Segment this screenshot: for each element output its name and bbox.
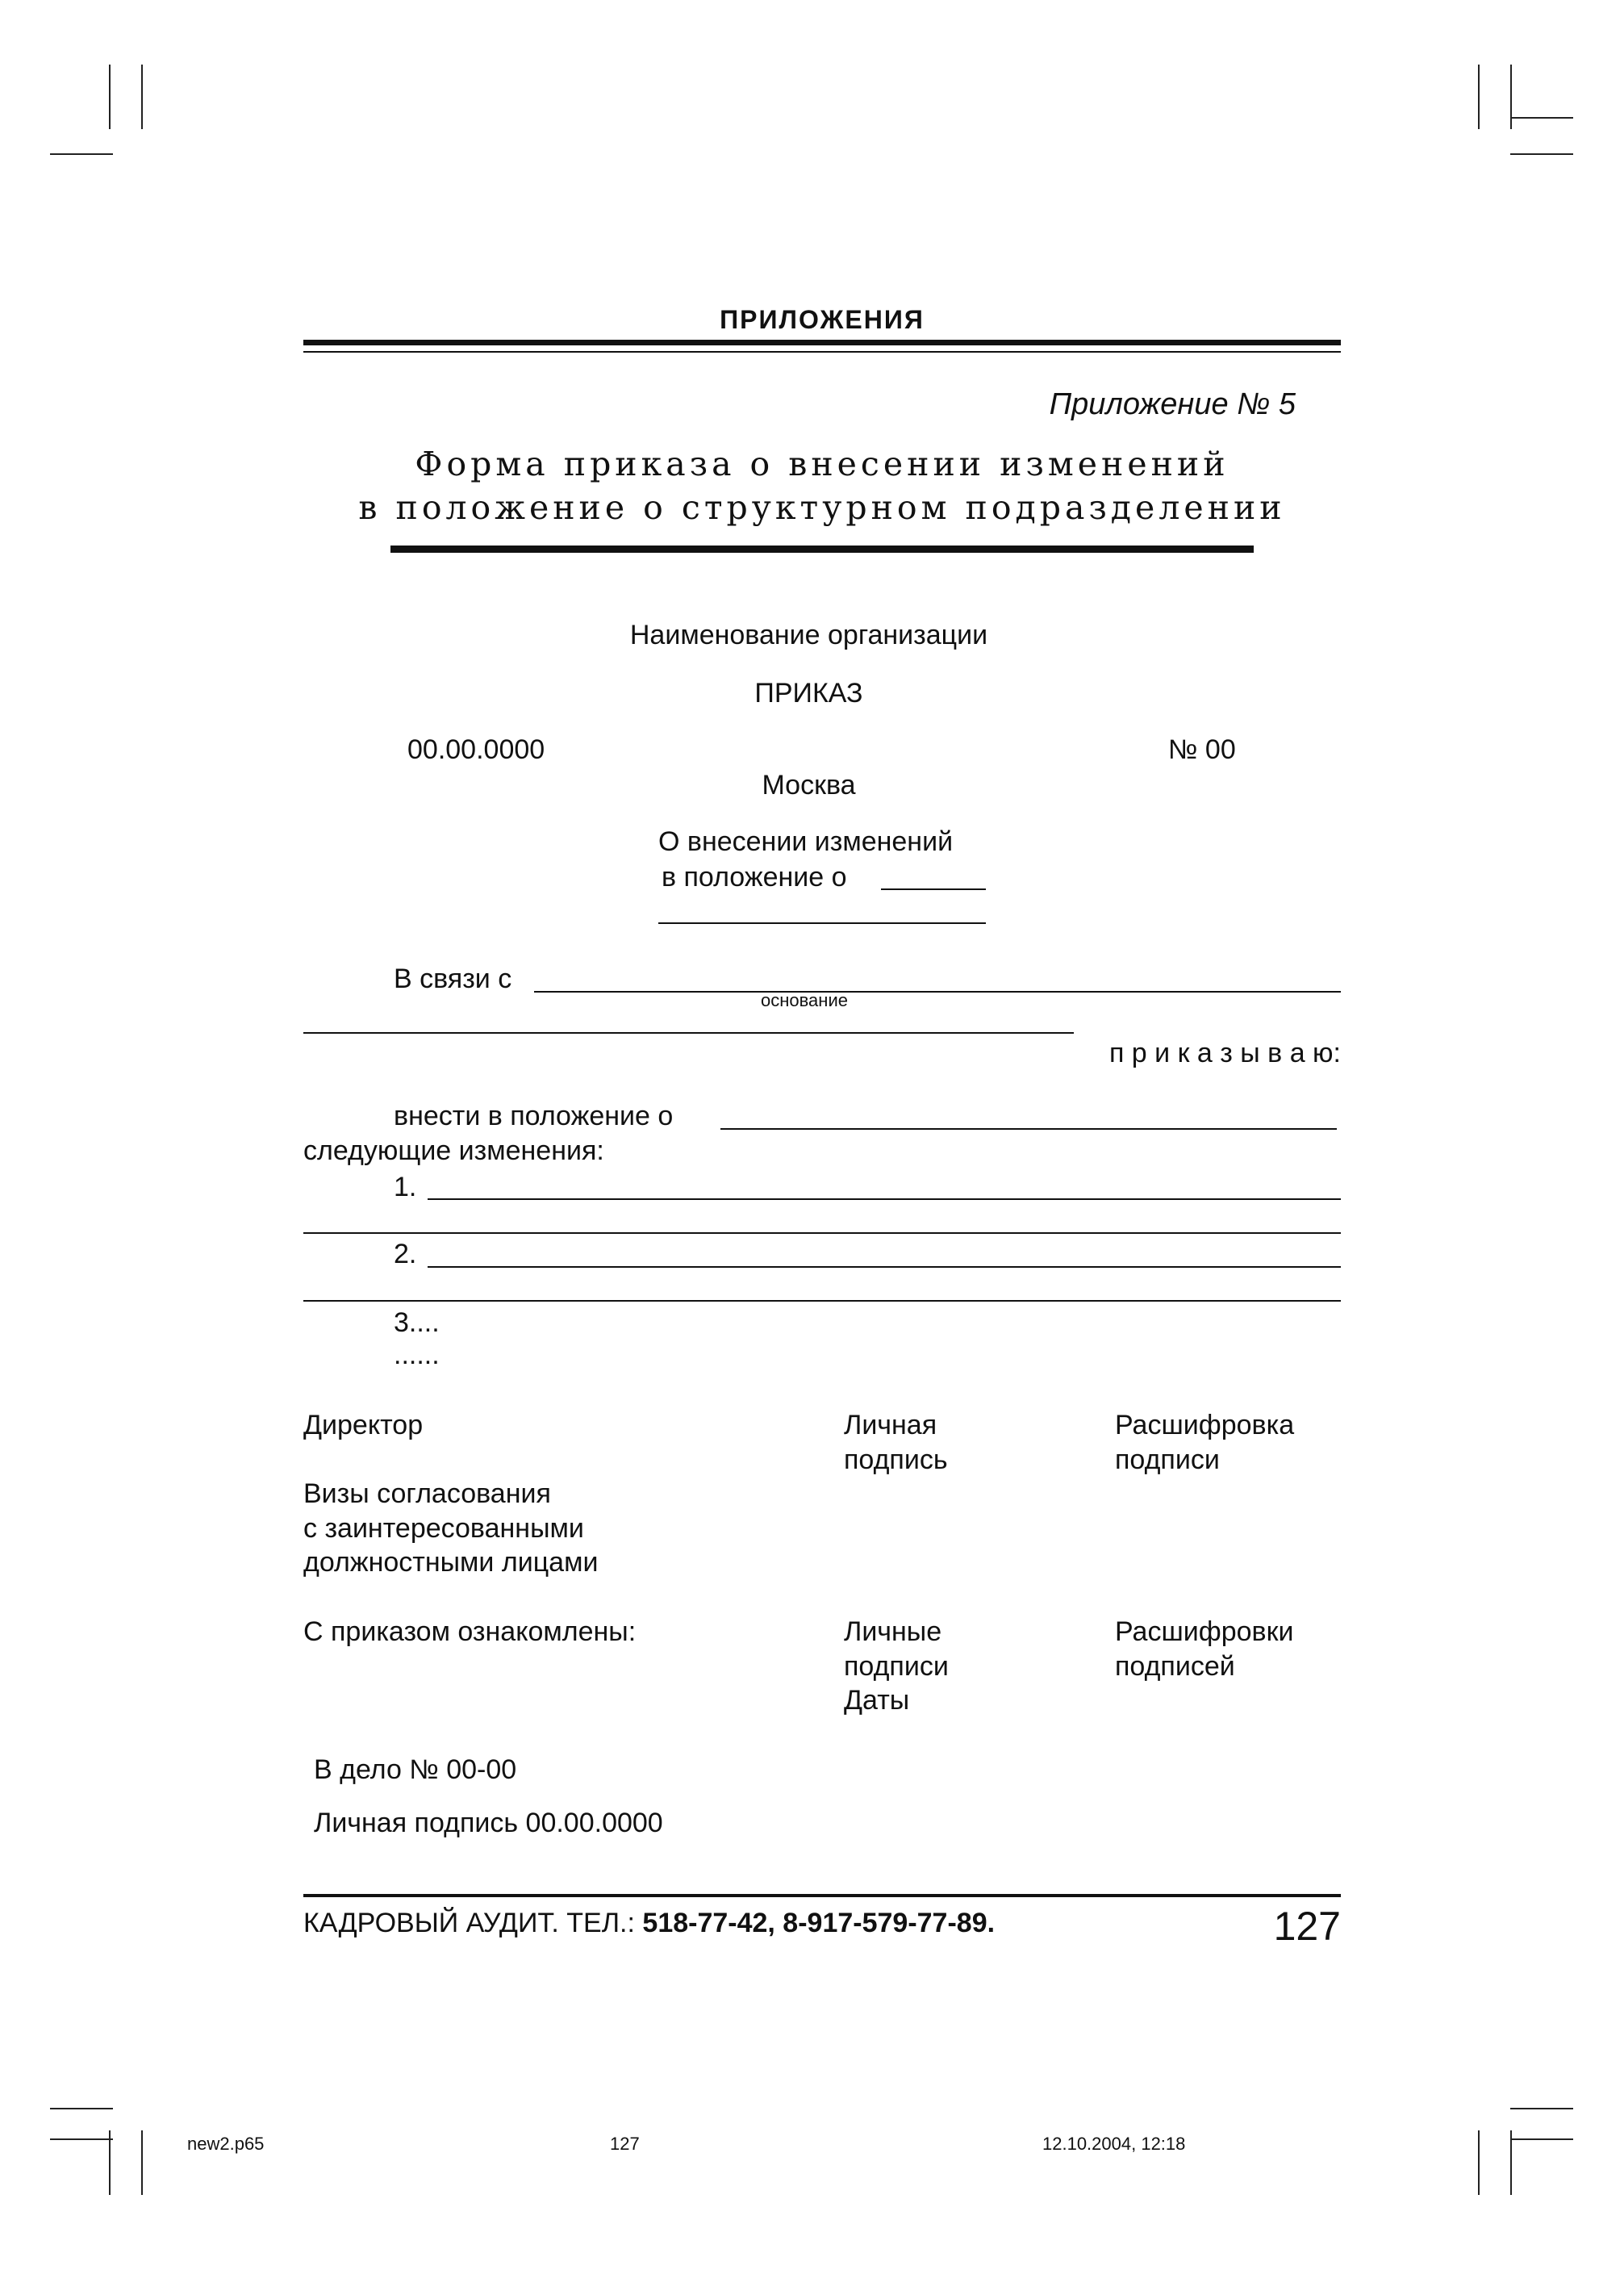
order-date: 00.00.0000	[407, 734, 545, 765]
list-item: 2.	[394, 1239, 417, 1269]
visas-line-2: с заинтересованными	[303, 1512, 584, 1544]
personal-signatures-label	[844, 1615, 949, 1718]
personal-signatures-line-3: Даты	[844, 1685, 910, 1716]
list-item: 3....	[394, 1307, 440, 1338]
visas-label	[303, 1477, 598, 1580]
footer-phones: 518-77-42, 8-917-579-77-89.	[642, 1908, 996, 1938]
order-word: п р и к а з ы в а ю:	[1108, 1038, 1341, 1068]
signatures-decode-line-2: подписей	[1115, 1650, 1235, 1682]
footer-rule	[303, 1894, 1341, 1897]
order-city: Москва	[762, 770, 856, 801]
form-title	[303, 442, 1341, 529]
case-file: В дело № 00-00	[314, 1754, 517, 1785]
signatures-decode-line-1: Расшифровки	[1115, 1616, 1294, 1647]
item-1-blank-a	[428, 1198, 1341, 1200]
item-2-blank-a	[428, 1266, 1341, 1268]
slug-file: new2.p65	[187, 2134, 265, 2154]
item-2-blank-b	[303, 1300, 1341, 1302]
slug-page: 127	[610, 2134, 640, 2154]
title-rule	[390, 546, 1254, 553]
director-label: Директор	[303, 1410, 424, 1440]
appendix-label: Приложение № 5	[1049, 387, 1296, 421]
signature-decode-line-1: Расшифровка	[1115, 1410, 1295, 1440]
section-header: ПРИЛОЖЕНИЯ	[720, 305, 925, 334]
basis-caption: основание	[761, 990, 848, 1010]
signature-decode-label	[1115, 1408, 1294, 1477]
footer-contact	[303, 1906, 995, 1941]
item-1-blank-b	[303, 1232, 1341, 1234]
organization-name: Наименование организации	[629, 620, 988, 650]
subject-line-1: О внесении изменений	[658, 826, 954, 857]
acquainted-label: С приказом ознакомлены:	[303, 1616, 637, 1647]
personal-signatures-line-1: Личные	[844, 1616, 942, 1647]
subject-blank-long	[658, 922, 986, 924]
amend-suffix: следующие изменения:	[303, 1135, 604, 1166]
visas-line-1: Визы согласования	[303, 1478, 551, 1509]
header-rule-thin	[303, 351, 1341, 353]
signature-decode-line-2: подписи	[1115, 1444, 1220, 1475]
slug-timestamp: 12.10.2004, 12:18	[1042, 2134, 1186, 2154]
personal-signature-label	[844, 1408, 948, 1477]
in-connection-label: В связи с	[394, 964, 512, 994]
personal-signature-line-2: подпись	[844, 1444, 948, 1475]
footer-prefix: КАДРОВЫЙ АУДИТ. ТЕЛ.:	[303, 1908, 635, 1938]
page-number: 127	[1273, 1904, 1341, 1949]
filing-signature-date: Личная подпись 00.00.0000	[314, 1808, 663, 1838]
subject-line-2: в положение о	[662, 862, 847, 893]
signatures-decode-label	[1115, 1615, 1293, 1683]
form-title-line-2: в положение о структурном подразделении	[358, 488, 1286, 527]
basis-blank-2	[303, 1032, 1074, 1034]
form-title-line-1: Форма приказа о внесении изменений	[415, 445, 1229, 483]
visas-line-3: должностными лицами	[303, 1547, 599, 1578]
personal-signatures-line-2: подписи	[844, 1650, 949, 1682]
amend-blank	[720, 1128, 1337, 1130]
subject-blank-short	[881, 888, 986, 890]
amend-prefix: внести в положение о	[394, 1101, 674, 1131]
header-rule-thick	[303, 340, 1341, 345]
order-type: ПРИКАЗ	[754, 678, 863, 709]
order-number: № 00	[1168, 734, 1236, 765]
personal-signature-line-1: Личная	[844, 1410, 937, 1440]
list-item: 1.	[394, 1172, 417, 1202]
list-item: ......	[394, 1340, 440, 1370]
